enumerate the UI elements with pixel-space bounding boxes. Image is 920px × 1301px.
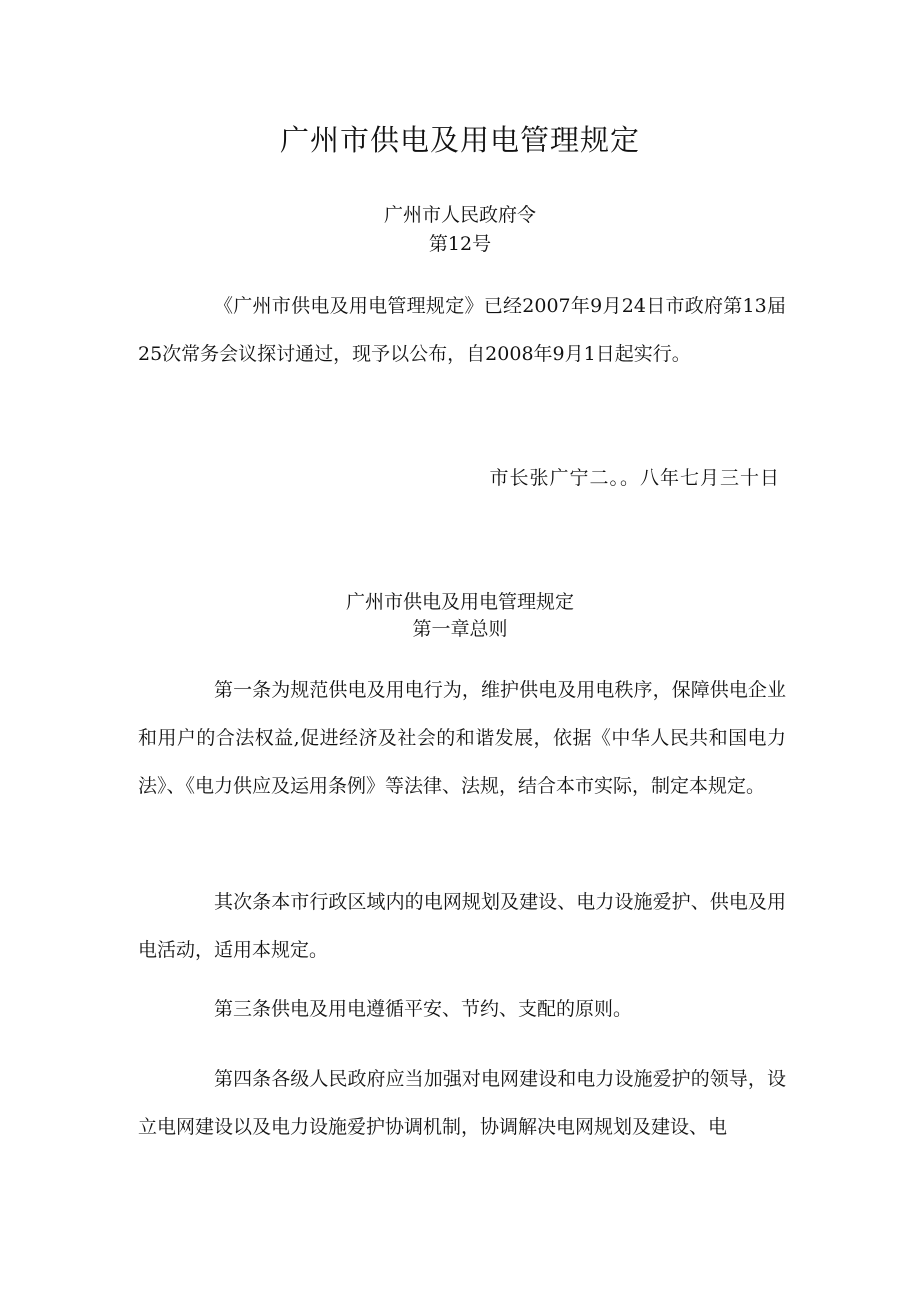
signature-line: 市长张广宁二。。八年七月三十日 — [489, 467, 780, 489]
article-3 — [138, 985, 786, 1033]
article-text: 第三条供电及用电遵循平安、节约、支配的原则。 — [214, 998, 633, 1020]
promulgation-text: 《广州市供电及用电管理规定》已经2007年9月24日市政府第13届25次常务会议探讨通过，现予以公布，自2008年9月1日起实行。 — [138, 295, 786, 365]
promulgation-paragraph — [138, 282, 786, 378]
body-title: 广州市供电及用电管理规定 — [345, 591, 574, 613]
article-text: 其次条本市行政区域内的电网规划及建设、电力设施爱护、供电及用电活动，适用本规定。 — [138, 891, 786, 961]
article-1 — [138, 666, 786, 810]
order-number: 第12号 — [428, 233, 492, 255]
article-2 — [138, 878, 786, 974]
article-text: 第一条为规范供电及用电行为，维护供电及用电秩序，保障供电企业和用户的合法权益,促进经济及社会的和谐发展，依据《中华人民共和国电力法》、《电力供应及运用条例》等法律、法规，结合本市实际，制定本规定。 — [138, 679, 786, 797]
article-4 — [138, 1055, 786, 1151]
document-title: 广州市供电及用电管理规定 — [279, 123, 640, 157]
chapter-heading: 第一章总则 — [412, 618, 508, 640]
article-text: 第四条各级人民政府应当加强对电网建设和电力设施爱护的领导，设立电网建设以及电力设施爱护协调机制，协调解决电网规划及建设、电 — [138, 1068, 786, 1138]
issuer-line: 广州市人民政府令 — [383, 204, 536, 226]
